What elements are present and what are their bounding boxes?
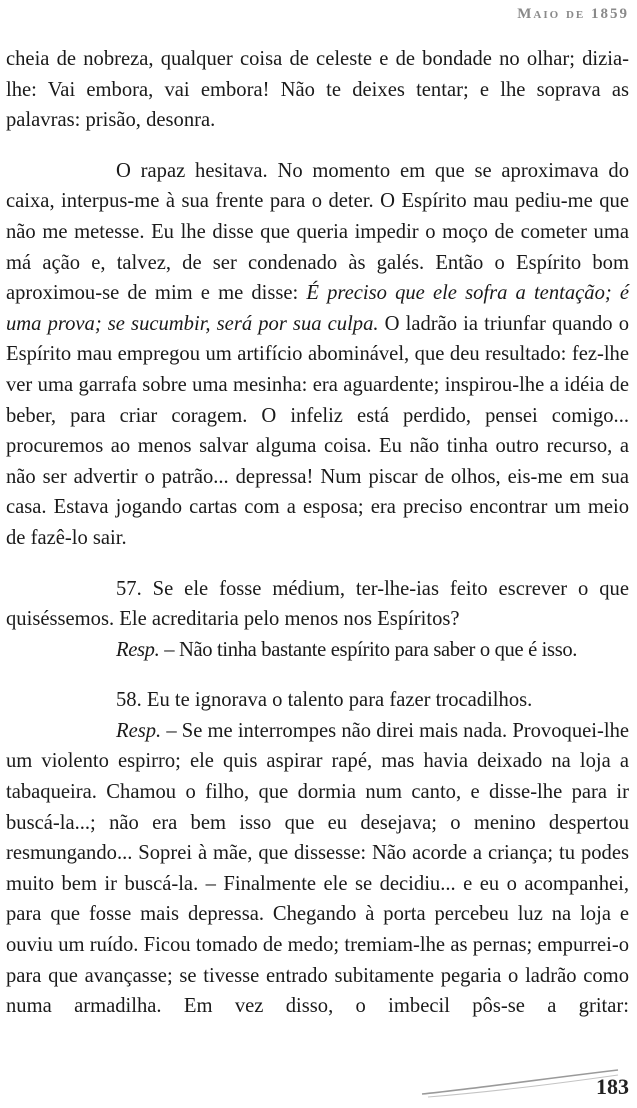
folio-swoosh-ornament — [420, 1064, 620, 1100]
paragraph-story-start: O rapaz hesitava. No momento em que se aproximava do caixa, interpus-me à sua frente para o deter. O Espírito mau pediu-me que não me metesse. Eu lhe disse que queria impedir o moço de cometer uma má ação e, talvez, de ser condenado às galés. Então o Espírito bom aproximou-se de mim e me disse: — [6, 159, 629, 305]
answer-58-text: – Se me interrompes não direi mais nada. Provoquei-lhe um violento espirro; ele quis aspirar rapé, mas havia deixado na loja a tabaqueira. Chamou o filho, que dormia num canto, e disse-lhe para ir buscá-la...; não era bem isso que eu desejava; o menino despertou resmungando... Soprei à mãe, que dissesse: Não acorde a criança; tu podes muito bem ir buscá-la. – Finalmente ele se decidiu... e eu o acompanhei, para que fosse mais depressa. Chegando à porta percebeu luz na loja e ouviu um ruído. Ficou tomado de medo; tremiam-lhe as pernas; empurrei-o para que avançasse; se tivesse entrado subitamente pegaria o ladrão como numa armadilha. Em vez disso, o imbecil pôs-se a gritar: — [6, 719, 630, 1018]
question-58: 58. Eu te ignorava o talento para fazer trocadilhos. — [116, 689, 533, 712]
answer-57-text: – Não tinha bastante espírito para saber o que é isso. — [159, 638, 578, 661]
paragraph-story — [6, 156, 629, 554]
paragraph-continuation: cheia de nobreza, qualquer coisa de celeste e de bondade no olhar; dizia-lhe: Vai embora, vai embora! Não te deixes tentar; e lhe soprava as palavras: prisão, desonra. — [6, 48, 629, 132]
question-57: 57. Se ele fosse médium, ter-lhe-ias feito escrever o que quiséssemos. Ele acreditaria pelo menos nos Espíritos? — [6, 577, 629, 631]
resp-label: Resp. — [116, 638, 160, 661]
answer-57 — [6, 635, 629, 666]
resp-label: Resp. — [116, 719, 162, 742]
good-spirit-quote: É preciso que ele sofra a tentação; é uma prova; se sucumbir, será por sua culpa. — [6, 282, 629, 335]
running-head: Maio de 1859 — [517, 6, 629, 22]
answer-58 — [6, 716, 629, 1022]
page-text — [6, 44, 629, 1022]
page-number: 183 — [596, 1074, 629, 1099]
paragraph-story-end: O ladrão ia triunfar quando o Espírito mau empregou um artifício abominável, que deu resultado: fez-lhe ver uma garrafa sobre uma mesinha: era aguardente; inspirou-lhe a idéia de beber, para criar coragem. O infeliz está perdido, pensei comigo... procuremos ao menos salvar alguma coisa. Eu não tinha outro recurso, a não ser advertir o patrão... depressa! Num piscar de olhos, eis-me em sua casa. Estava jogando cartas com a esposa; era preciso encontrar um meio de fazê-lo sair. — [6, 312, 629, 549]
